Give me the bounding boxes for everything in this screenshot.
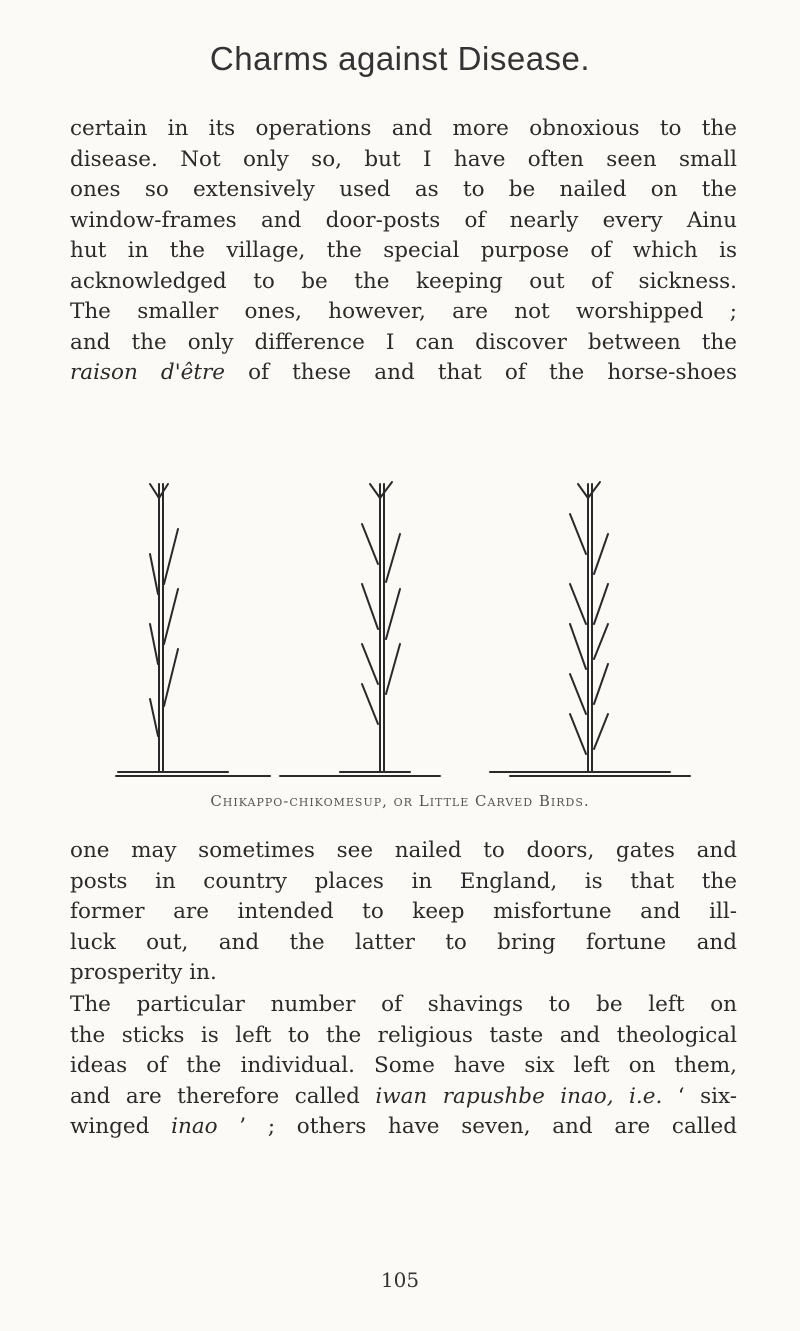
text-line: ideas of the individual. Some have six left on them, (70, 1053, 737, 1078)
text-line: the sticks is left to the religious taste and theological (70, 1022, 737, 1048)
italic-term: raison d'être (70, 360, 225, 385)
text-fragment: ‘ six- (662, 1083, 737, 1109)
paragraph-2 (70, 836, 737, 989)
text-line: The particular number of shavings to be left on (70, 992, 737, 1017)
text-line: prosperity in. (70, 960, 217, 985)
text-fragment: ’ ; others have seven, and are called (217, 1114, 737, 1139)
italic-term: iwan rapushbe inao, i.e. (375, 1083, 663, 1109)
running-head: Charms against Disease. (209, 40, 591, 77)
text-line: ones so extensively used as to be nailed on the (70, 177, 737, 202)
text-fragment: of these and that of the horse-shoes (224, 360, 737, 385)
text-line: luck out, and the latter to bring fortune and (70, 929, 737, 955)
text-line: former are intended to keep misfortune and ill- (70, 899, 737, 924)
text-line: window-frames and door-posts of nearly every Ainu (70, 207, 737, 233)
text-fragment: and are therefore called (70, 1083, 360, 1109)
carved-birds-illustration (110, 474, 710, 784)
text-line (70, 1082, 737, 1113)
text-line: hut in the village, the special purpose of which is (70, 238, 737, 263)
text-line: posts in country places in England, is that the (70, 868, 737, 894)
paragraph-1 (70, 114, 737, 389)
text-line: disease. Not only so, but I have often seen small (70, 146, 737, 172)
text-line (70, 1112, 737, 1143)
carved-stick-3 (490, 482, 690, 776)
text-line: certain in its operations and more obnoxious to the (70, 116, 737, 141)
text-line: and the only difference I can discover between the (70, 329, 737, 355)
paragraph-3 (70, 990, 737, 1143)
carved-stick-2 (280, 482, 440, 776)
text-line (70, 358, 737, 389)
italic-term: inao (171, 1114, 218, 1139)
text-fragment: winged (70, 1114, 172, 1139)
text-line: acknowledged to be the keeping out of sickness. (70, 268, 737, 294)
page-number: 105 (380, 1268, 420, 1292)
text-line: The smaller ones, however, are not worshipped ; (70, 299, 737, 324)
text-line: one may sometimes see nailed to doors, gates and (70, 838, 737, 863)
carved-stick-1 (116, 484, 270, 776)
figure-caption: Chikappo-chikomesup, or Little Carved Birds. (210, 792, 590, 810)
